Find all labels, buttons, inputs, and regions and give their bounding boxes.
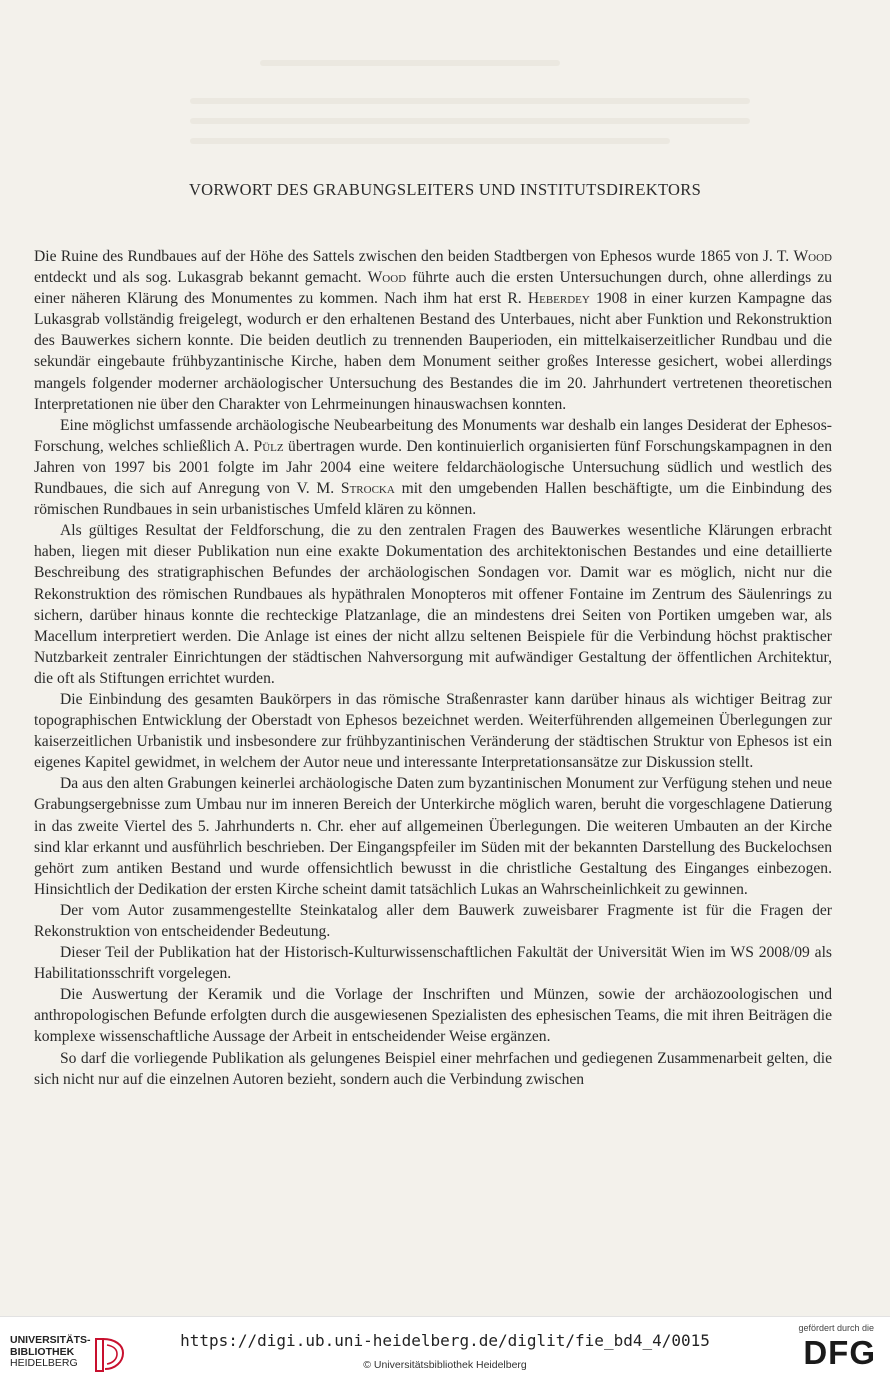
body-paragraph: Als gültiges Resultat der Feldforschung, die zu den zentralen Fragen des Bauwerkes wesentliche Klärungen erbracht haben, liegen mit dieser Publikation nun eine exakte Dokumentation des architektonischen Bestandes und eine detaillierte Beschreibung des stratigraphischen Befundes der archäologischen Sondagen vor. Damit war es möglich, nicht nur die Rekonstruktion des römischen Rundbaues als hypäthralen Monopteros mit offener Fontaine im Zentrum des Säulenrings zu sichern, darüber hinaus konnte die rechteckige Platzanlage, die an mindestens drei Seiten von Portiken umgeben war, als Macellum interpretiert werden. Die Anlage ist eines der nicht allzu seltenen Beispiele für die Verbindung höchst praktischer Nutzbarkeit zentraler Einrichtungen der städtischen Nahversorgung mit aufwändiger Gestaltung der öffentlichen Architektur, die oft als Stiftungen errichtet wurden. [34, 522, 832, 687]
author-name: Wood [793, 248, 832, 265]
body-paragraph: Die Auswertung der Keramik und die Vorlage der Inschriften und Münzen, sowie der archäozoologischen und anthropologischen Befunde erfolgten durch die ausgewiesenen Spezialisten des ephesischen Teams, die mit ihren Beiträgen die komplexe wissenschaftliche Aussage der Arbeit in entscheidender Weise ergänzen. [34, 986, 832, 1046]
dfg-wordmark: DFG [803, 1334, 876, 1371]
library-name-line: BIBLIOTHEK [10, 1345, 75, 1358]
body-paragraph: Eine möglichst umfassende archäologische Neubearbeitung des Monuments war deshalb ein langes Desiderat der Ephesos-Forschung, welches schließlich A. Pülz übertragen wurde. Den kontinuierlich organisierten fünf Forschungskampagnen in den Jahren von 1997 bis 2001 folgte im Jahr 2004 eine weitere feldarchäologische Untersuchung südlich und westlich des Rundbaues, die sich auf Anregung von V. M. Strocka mit den umgebenden Hallen beschäftigte, um die Einbindung des römischen Rundbaues in sein urbanistisches Umfeld klären zu können. [34, 416, 832, 519]
author-name: Wood [367, 269, 407, 287]
bleed-through-line [190, 138, 670, 144]
dfg-logo[interactable] [784, 1323, 876, 1379]
library-name-line: UNIVERSITÄTS- [10, 1334, 91, 1346]
funded-by-text: gefördert durch die [798, 1323, 874, 1333]
permalink-url[interactable]: https://digi.ub.uni-heidelberg.de/diglit/fie_bd4_4/0015 [180, 1331, 710, 1350]
footer-bar [0, 1316, 890, 1382]
body-paragraph: Die Einbindung des gesamten Baukörpers in das römische Straßenraster kann darüber hinaus als wichtiger Beitrag zur topographischen Entwicklung der Oberstadt von Ephesos bezeichnet werden. Weiterführenden allgemeinen Überlegungen zur kaiserzeitlichen Urbanistik und insbesondere zur frühbyzantinischen Veränderung der städtischen Struktur von Ephesos ist ein eigenes Kapitel gewidmet, in welchem der Autor neue und interessante Interpretationsansätze zur Diskussion stellt. [34, 690, 832, 772]
page-title: VORWORT DES GRABUNGSLEITERS UND INSTITUTSDIREKTORS [188, 180, 702, 199]
body-paragraph: Der vom Autor zusammengestellte Steinkatalog aller dem Bauwerk zuweisbarer Fragmente ist für die Fragen der Rekonstruktion von entscheidender Bedeutung. [34, 901, 832, 940]
bleed-through-line [190, 98, 750, 104]
body-paragraph: Die Ruine des Rundbaues auf der Höhe des Sattels zwischen den beiden Stadtbergen von Ephesos wurde 1865 von J. T. Wood entdeckt und als sog. Lukasgrab bekannt gemacht. Wood führte auch die ersten Untersuchungen durch, ohne allerdings zu einer näheren Klärung des Monumentes zu kommen. Nach ihm hat erst R. Heberdey 1908 in einer kurzen Kampagne das Lukasgrab vollständig freigelegt, wodurch er den erhaltenen Bestand des Unterbaues, nicht aber Funktion und Rekonstruktion des Bauwerkes sichern konnte. Die beiden deutlich zu trennenden Bauperioden, ein mittelkaiserzeitlicher Rundbau und die sekundär eingebaute frühbyzantinische Kirche, haben dem Monument seither großes Interesse gesichert, wobei allerdings mangels folgender moderner archäologischer Untersuchung des Bestandes die im 20. Jahrhundert vertretenen theoretischen Interpretationen nie über den Charakter von Lehrmeinungen hinauswachsen konnten. [34, 248, 832, 413]
library-name-line: HEIDELBERG [10, 1357, 78, 1369]
body-text [34, 246, 832, 1090]
bleed-through-line [190, 118, 750, 124]
bleed-through-line [260, 60, 560, 66]
author-name: Pülz [253, 437, 284, 455]
body-paragraph: So darf die vorliegende Publikation als gelungenes Beispiel einer mehrfachen und gediegenen Zusammenarbeit gelten, die sich nicht nur auf die einzelnen Autoren bezieht, sondern auch die Verbindung zwischen [34, 1049, 832, 1088]
body-paragraph: Da aus den alten Grabungen keinerlei archäologische Daten zum byzantinischen Monument zur Verfügung stehen und neue Grabungsergebnisse zum Umbau nur im inneren Bereich der Unterkirche möglich waren, beruht die vorgeschlagene Datierung in das zweite Viertel des 5. Jahrhunderts n. Chr. eher auf allgemeinen Überlegungen. Die weiteren Umbauten an der Kirche sind klar erkannt und ausführlich beschrieben. Der Eingangspfeiler im Süden mit der bekannten Darstellung des Buckelochsen gehört zum antiken Bestand und wurde offensichtlich bewusst in die christliche Gestaltung des Einganges einbezogen. Hinsichtlich der Dedikation der ersten Kirche scheint damit tatsächlich Lukas an Wahrscheinlichkeit zu gewinnen. [34, 775, 832, 898]
copyright-notice: © Universitätsbibliothek Heidelberg [363, 1359, 527, 1371]
body-paragraph: Dieser Teil der Publikation hat der Historisch-Kulturwissenschaftlichen Fakultät der Universität Wien im WS 2008/09 als Habilitationsschrift vorgelegen. [34, 944, 832, 983]
author-name: Heberdey [527, 290, 590, 308]
author-name: Strocka [340, 480, 395, 498]
